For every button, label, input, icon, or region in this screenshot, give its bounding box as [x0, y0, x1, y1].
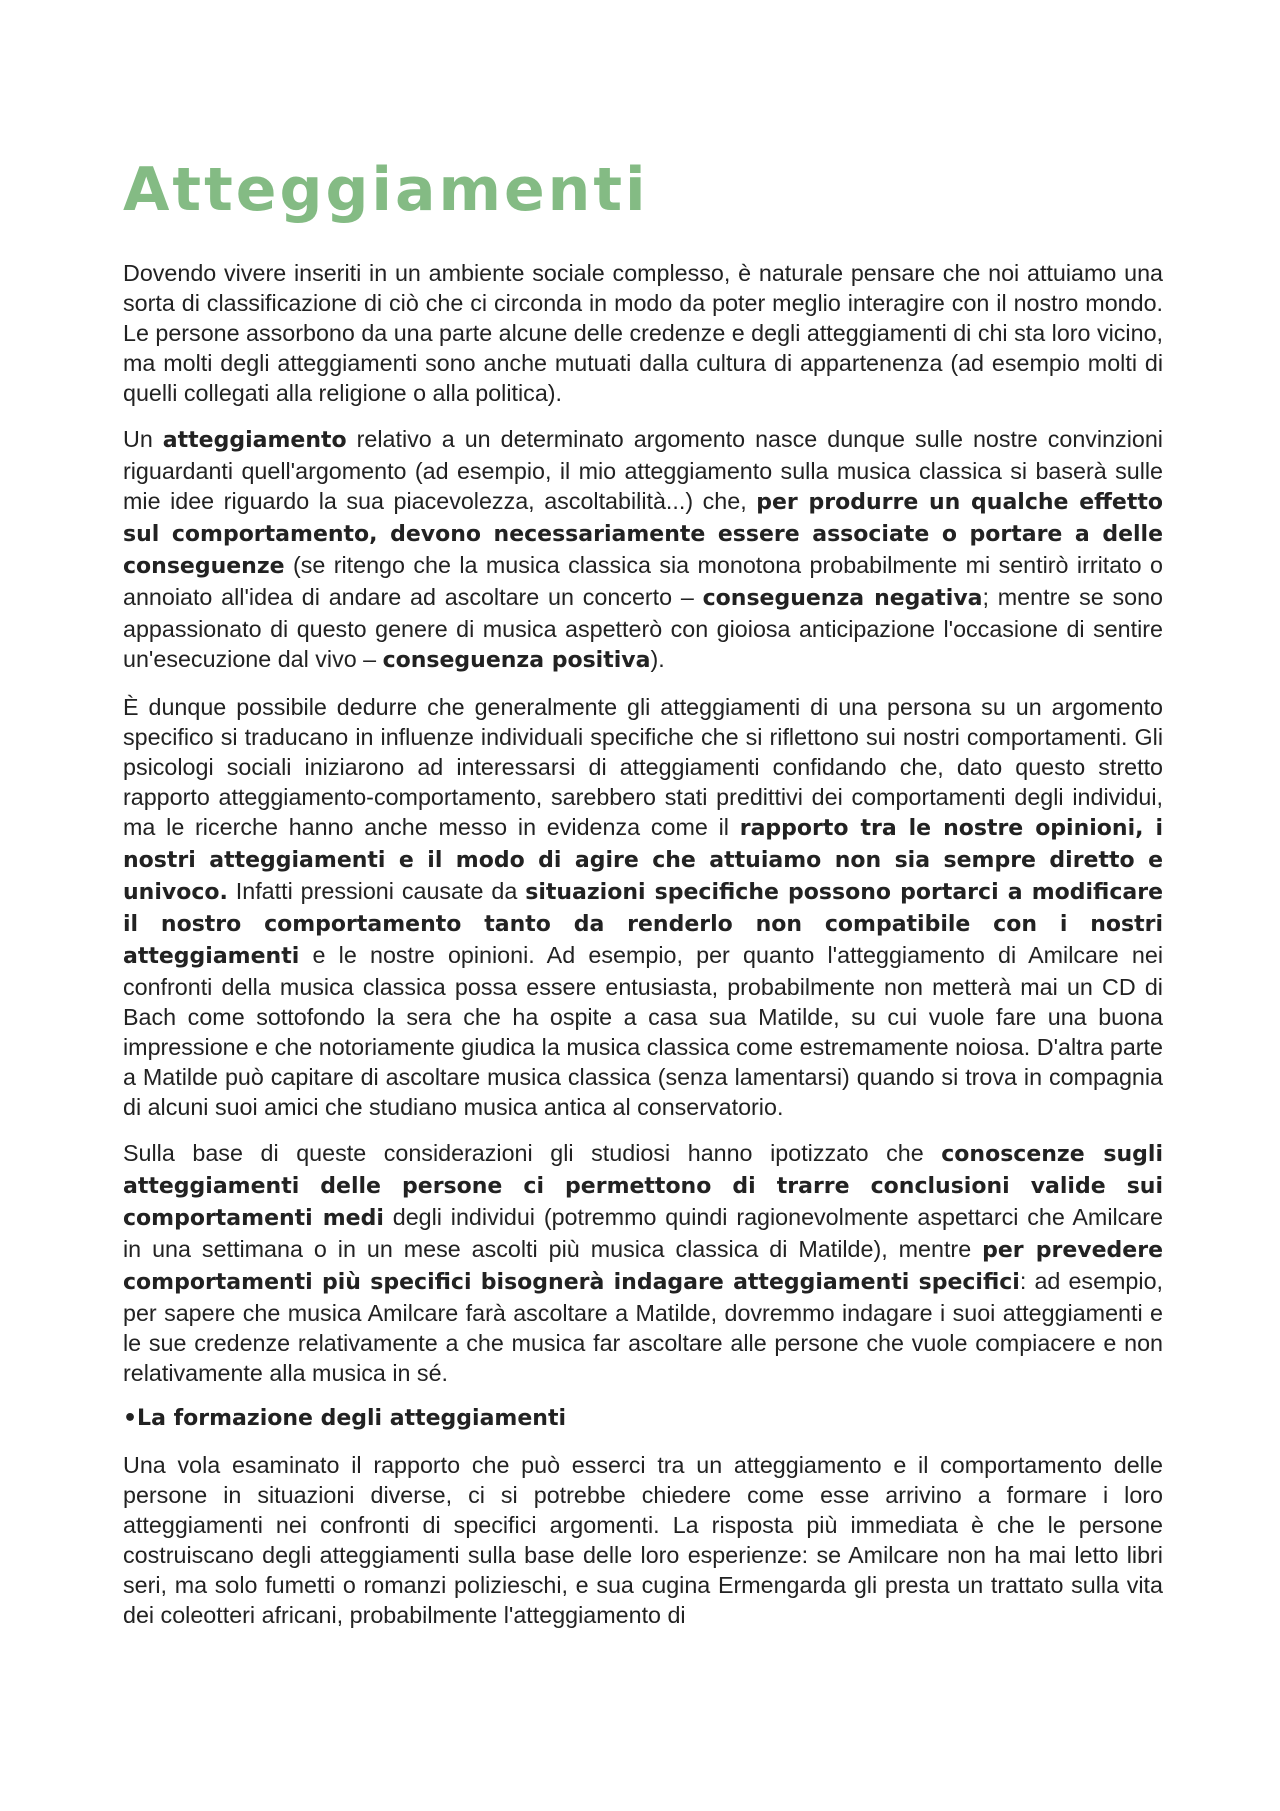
paragraph-4 — [123, 1138, 1163, 1388]
paragraph-3 — [123, 692, 1163, 1122]
text-run: Infatti pressioni causate da — [227, 878, 526, 904]
text-run: degli individui (potremmo quindi ragionevolmente aspettarci che Amilcare in una settimana o in un mese ascolti più musica classica di Matilde), mentre — [123, 1204, 1163, 1262]
text-run: : ad esempio, per sapere che musica Amilcare farà ascoltare a Matilde, dovremmo indagare i suoi atteggiamenti e le sue credenze relativamente a che musica far ascoltare alle persone che vuole compiacere e non relativamente alla musica in sé. — [123, 1268, 1163, 1386]
text-run: relativo a un determinato argomento nasce dunque sulle nostre convinzioni riguardanti quell'argomento (ad esempio, il mio atteggiamento sulla musica classica si baserà sulle mie idee riguardo la sua piacevolezza, ascoltabilità...) che, — [123, 426, 1163, 514]
paragraph-5: Una vola esaminato il rapporto che può esserci tra un atteggiamento e il comportamento delle persone in situazioni diverse, ci si potrebbe chiedere come esse arrivino a formare i loro atteggiamenti nei confronti di specifici argomenti. La risposta più immediata è che le persone costruiscano degli atteggiamenti sulla base delle loro esperienze: se Amilcare non ha mai letto libri seri, ma solo fumetti o romanzi polizieschi, e sua cugina Ermengarda gli presta un trattato sulla vita dei coleotteri africani, probabilmente l'atteggiamento di — [123, 1452, 1163, 1628]
text-run: Sulla base di queste considerazioni gli studiosi hanno ipotizzato che — [123, 1140, 942, 1166]
bold-text: conseguenza negativa — [702, 586, 983, 611]
bold-text: per produrre un qualche effetto sul comportamento, devono necessariamente essere associate o portare a delle conseguenze — [123, 490, 1164, 579]
paragraph-2 — [123, 424, 1163, 676]
document-page — [123, 152, 1163, 1646]
bold-text: per prevedere comportamenti più specifici bisognerà indagare atteggiamenti specifici — [123, 1238, 1163, 1295]
section-heading: •La formazione degli atteggiamenti — [123, 1406, 566, 1431]
paragraph-1: Dovendo vivere inseriti in un ambiente sociale complesso, è naturale pensare che noi attuiamo una sorta di classificazione di ciò che ci circonda in modo da poter meglio interagire con il nostro mondo. Le persone assorbono da una parte alcune delle credenze e degli atteggiamenti di chi sta loro vicino, ma molti degli atteggiamenti sono anche mutuati dalla cultura di appartenenza (ad esempio molti di quelli collegati alla religione o alla politica). — [123, 260, 1163, 406]
bold-text: rapporto tra le nostre opinioni, i nostri atteggiamenti e il modo di agire che attuiamo non sia sempre diretto e univoco. — [123, 816, 1163, 905]
bold-text: situazioni specifiche possono portarci a modificare il nostro comportamento tanto da renderlo non compatibile con i nostri atteggiamenti — [123, 880, 1163, 969]
bold-text: atteggiamento — [162, 428, 347, 453]
text-run: (se ritengo che la musica classica sia monotona probabilmente mi sentirò irritato o annoiato all'idea di andare ad ascoltare un concerto – — [123, 552, 1163, 610]
bold-text: conseguenza positiva — [382, 648, 651, 673]
text-run: Un — [123, 426, 163, 452]
text-run: ; mentre se sono appassionato di questo genere di musica aspetterò con gioiosa anticipazione l'occasione di sentire un'esecuzione dal vivo – — [123, 584, 1163, 672]
text-run: È dunque possibile dedurre che generalmente gli atteggiamenti di una persona su un argomento specifico si traducano in influenze individuali specifiche che si riflettono sui nostri comportamenti. Gli psicologi sociali iniziarono ad interessarsi di atteggiamenti confidando che, dato questo stretto rapporto atteggiamento-comportamento, sarebbero stati predittivi dei comportamenti degli individui, ma le ricerche hanno anche messo in evidenza come il — [123, 694, 1163, 840]
bold-text: conoscenze sugli atteggiamenti delle persone ci permettono di trarre conclusioni valide sui comportamenti medi — [123, 1142, 1164, 1231]
text-run: e le nostre opinioni. Ad esempio, per quanto l'atteggiamento di Amilcare nei confronti della musica classica possa essere entusiasta, probabilmente non metterà mai un CD di Bach come sottofondo la sera che ha ospite a casa sua Matilde, su cui vuole fare una buona impressione e che notoriamente giudica la musica classica come estremamente noiosa. D'altra parte a Matilde può capitare di ascoltare musica classica (senza lamentarsi) quando si trova in compagnia di alcuni suoi amici che studiano musica antica al conservatorio. — [123, 942, 1163, 1120]
page-title: Atteggiamenti — [123, 155, 649, 225]
text-run: ). — [650, 646, 665, 672]
